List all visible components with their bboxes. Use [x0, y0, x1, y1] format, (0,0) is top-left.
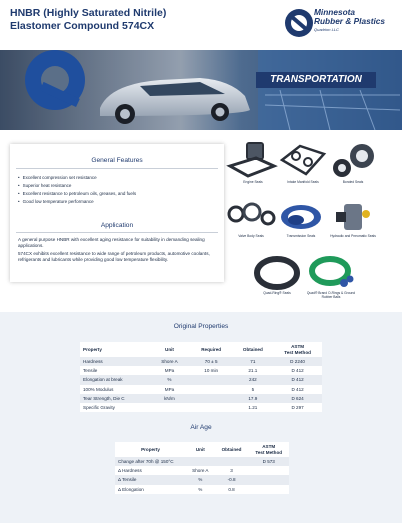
table-cell — [215, 457, 249, 466]
air-age-table — [115, 442, 289, 494]
original-properties-heading: Original Properties — [173, 323, 229, 330]
column-header: Property — [83, 346, 102, 352]
header-line: Test Method — [255, 449, 283, 455]
logo-subtext: Quadrion LLC — [314, 27, 339, 32]
table-cell: MPa — [164, 368, 175, 374]
table-cell — [248, 466, 289, 475]
table-cell: Shore A — [161, 359, 178, 364]
table-cell: 10 min — [204, 368, 219, 374]
table-cell: kN/m — [164, 395, 175, 401]
intake-manifold-seals-product — [276, 140, 330, 196]
transmission-seals-image — [274, 200, 328, 234]
product-label: Hydraulic and Pneumatic Seals — [330, 234, 376, 238]
table-cell — [190, 403, 233, 412]
table-cell: D 412 — [291, 386, 304, 392]
engine-seals-product — [226, 140, 280, 196]
header-line: Test Method — [284, 349, 311, 355]
list-item: • Excellent resistance to petroleum oils, greases, and fuels — [18, 190, 136, 198]
header-line: ASTM — [291, 344, 305, 349]
table-cell: 242 — [249, 377, 257, 383]
table-cell: D 412 — [291, 368, 304, 374]
column-header: Obtained — [242, 346, 263, 352]
column-header: Property — [141, 446, 160, 452]
table-row — [80, 385, 322, 394]
table-cell: Hardness — [83, 359, 103, 364]
logo-mark-icon — [284, 8, 314, 38]
title-line-2: Elastomer Compound 574CX — [10, 20, 155, 32]
table-header-row — [115, 442, 289, 457]
hydraulic-pneumatic-seals-product — [326, 200, 380, 250]
table-cell: D 412 — [291, 377, 304, 383]
table-cell: D 2240 — [290, 359, 305, 364]
column-header: Unit — [165, 346, 174, 352]
column-header: Required — [201, 346, 222, 352]
column-header: Unit — [195, 446, 205, 452]
table-header-row — [80, 342, 322, 357]
company-logo — [284, 6, 396, 48]
column-header — [273, 342, 322, 357]
table-cell — [190, 394, 233, 403]
table-cell: D 624 — [291, 395, 304, 401]
general-features-heading: General Features — [91, 157, 143, 164]
divider — [16, 168, 218, 169]
application-paragraph-1: A general purpose HNBR with excellent aging resistance for suitability in demanding sealing applications. — [18, 237, 205, 249]
table-cell — [248, 485, 289, 494]
table-cell: 5 — [251, 386, 255, 392]
product-label: Transmission Seals — [286, 234, 316, 238]
table-cell — [149, 403, 190, 412]
features-card — [10, 144, 224, 282]
quad-ring-seals-image — [250, 255, 304, 291]
hero-image — [0, 50, 402, 130]
table-cell: 71 — [250, 359, 256, 364]
column-header — [248, 442, 289, 457]
table-cell: Change after 70h @ 150°C — [118, 459, 174, 464]
list-item: • Superior heat resistance — [18, 182, 136, 190]
table-row — [80, 357, 322, 366]
header-line: ASTM — [262, 444, 276, 449]
table-cell: Δ Elongation — [118, 486, 144, 492]
title-line-1: HNBR (Highly Saturated Nitrile) — [10, 7, 167, 19]
column-header: Obtained — [221, 446, 242, 452]
list-item: • Good low temperature performance — [18, 198, 136, 206]
transmission-seals-product — [274, 200, 328, 250]
page-title — [10, 7, 166, 33]
valve-body-seals-image — [224, 200, 278, 234]
table-cell: Δ Tensile — [118, 477, 137, 483]
quad-o-rings-image — [304, 255, 358, 291]
table-cell: 100% Modulus — [83, 386, 114, 392]
table-cell: % — [198, 477, 203, 483]
product-label: Engine Seals — [243, 180, 263, 184]
air-age-heading: Air Age — [190, 424, 212, 431]
properties-panel — [0, 312, 402, 523]
table-cell: MPa — [164, 386, 175, 392]
quad-ring-seals-product — [250, 255, 304, 303]
table-row — [115, 457, 289, 466]
table-cell: Shore A — [192, 468, 209, 474]
table-cell — [248, 475, 289, 484]
table-cell: 3 — [230, 468, 233, 474]
list-item: • Excellent compression set resistance — [18, 174, 136, 182]
hydraulic-pneumatic-seals-image — [326, 200, 380, 234]
table-cell: Δ Hardness — [118, 468, 142, 474]
table-cell: D 573 — [262, 459, 275, 464]
table-cell — [190, 375, 233, 384]
product-label: Quad-Ring® Seals — [263, 291, 291, 295]
bonded-seals-image — [326, 140, 380, 180]
valve-body-seals-product — [224, 200, 278, 250]
table-cell: Specific Gravity — [83, 405, 115, 411]
features-list — [18, 174, 136, 206]
table-cell: 70 ± 5 — [204, 359, 218, 364]
table-cell — [186, 457, 215, 466]
table-row — [115, 475, 289, 484]
hero-banner — [0, 50, 402, 130]
product-label: Intake Manifold Seals — [287, 180, 319, 184]
table-cell: % — [167, 377, 172, 383]
table-row — [80, 366, 322, 375]
intake-manifold-seals-image — [276, 140, 330, 180]
table-row — [80, 375, 322, 384]
table-cell: 17.9 — [248, 395, 258, 401]
table-cell: % — [198, 486, 203, 492]
table-cell: 0.8 — [228, 486, 235, 492]
transportation-ribbon: TRANSPORTATION — [256, 72, 376, 88]
table-cell: Tensile — [83, 368, 98, 374]
table-row — [80, 394, 322, 403]
application-paragraph-2: 574CX exhibits excellent resistance to wide range of petroleum products, automotive coolants, refrigerants and lubricants while providing good low temperature flexibility. — [18, 251, 210, 263]
table-cell: 1.21 — [248, 405, 258, 411]
original-properties-table — [80, 342, 322, 412]
table-cell — [190, 385, 233, 394]
engine-seals-image — [226, 140, 280, 180]
logo-text — [314, 8, 385, 26]
table-cell: Elongation at break — [83, 377, 123, 383]
table-cell: D 297 — [291, 405, 304, 411]
table-cell: -0.8 — [227, 477, 236, 483]
bonded-seals-product — [326, 140, 380, 196]
table-cell: Tear Strength, Die C — [83, 395, 125, 401]
table-cell: 21.1 — [248, 368, 258, 374]
table-row — [80, 403, 322, 412]
logo-line-1: Minnesota — [314, 7, 356, 17]
quad-o-rings-product — [304, 255, 358, 307]
table-row — [115, 485, 289, 494]
divider — [16, 232, 218, 233]
product-label: Quad® Brand O-Rings & Ground Rubber Balls — [306, 291, 356, 299]
application-heading: Application — [100, 222, 134, 229]
product-label: Valve Body Seals — [238, 234, 264, 238]
table-row — [115, 466, 289, 475]
product-label: Bonded Seals — [342, 180, 364, 184]
logo-line-2: Rubber & Plastics — [314, 16, 386, 26]
